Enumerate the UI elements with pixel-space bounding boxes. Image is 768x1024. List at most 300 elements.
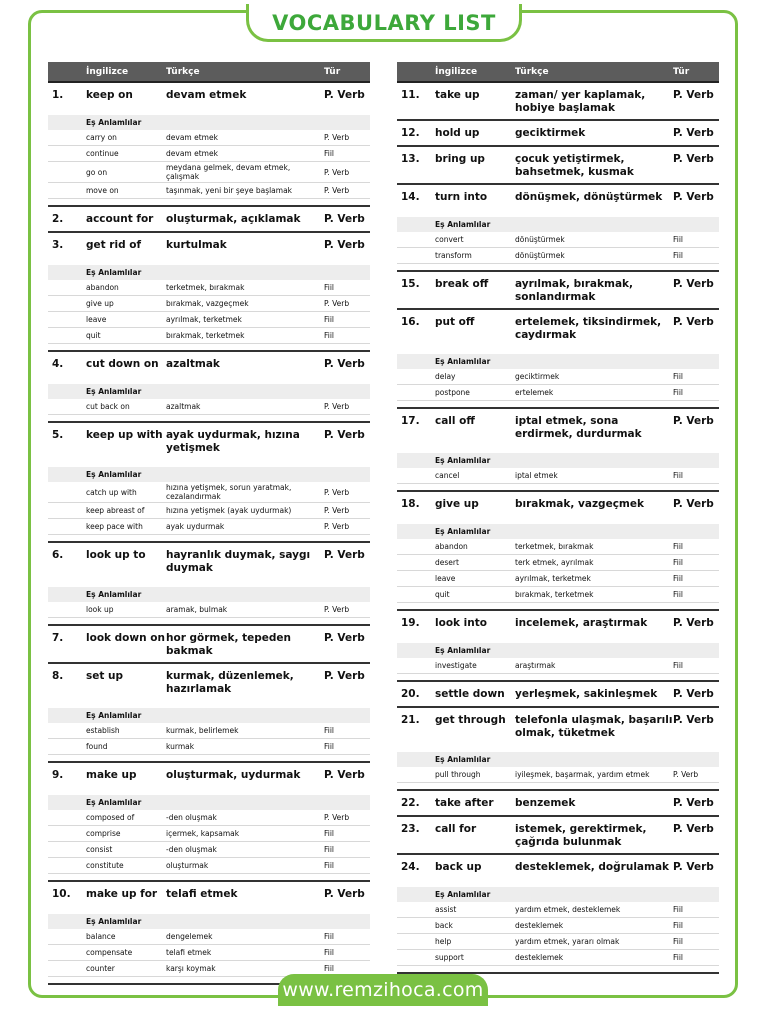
entry-type: P. Verb	[324, 213, 365, 225]
entry-number: 16.	[401, 316, 420, 328]
entry-turkish: telafi etmek	[166, 888, 238, 900]
entry-type: P. Verb	[673, 861, 714, 873]
synonym-row	[397, 950, 719, 966]
synonym-english: look up	[86, 605, 114, 614]
vocab-entry	[48, 882, 370, 908]
synonym-type: P. Verb	[324, 522, 350, 531]
left-entries	[48, 83, 370, 985]
synonym-type: Fiil	[324, 315, 335, 324]
synonym-row	[48, 826, 370, 842]
entry-turkish: istemek, gerektirmek, çağrıda bulunmak	[515, 823, 647, 848]
synonym-row	[397, 248, 719, 264]
synonym-english: investigate	[435, 661, 477, 670]
entry-number: 21.	[401, 714, 420, 726]
synonym-type: P. Verb	[324, 506, 350, 515]
entry-turkish: hayranlık duymak, saygı duymak	[166, 549, 311, 574]
gap	[397, 966, 719, 974]
synonym-turkish: iptal etmek	[515, 471, 558, 480]
synonym-row	[397, 902, 719, 918]
entry-english: get rid of	[86, 239, 142, 251]
synonym-row	[397, 369, 719, 385]
entry-type: P. Verb	[673, 797, 714, 809]
synonym-turkish: yardım etmek, desteklemek	[515, 905, 621, 914]
synonyms-header: Eş Anlamlılar	[48, 914, 370, 929]
entry-turkish: ertelemek, tiksindirmek, caydırmak	[515, 316, 662, 341]
vocab-entry	[48, 233, 370, 259]
synonym-turkish: hızına yetişmek, sorun yaratmak, cezalandırmak	[166, 483, 292, 501]
entry-english: look up to	[86, 549, 146, 561]
entry-type: P. Verb	[673, 127, 714, 139]
right-column	[397, 62, 719, 974]
synonym-type: Fiil	[673, 937, 684, 946]
entry-english: bring up	[435, 153, 485, 165]
entry-turkish: çocuk yetiştirmek, bahsetmek, kusmak	[515, 153, 634, 178]
entry-type: P. Verb	[324, 769, 365, 781]
synonym-turkish: ayak uydurmak	[166, 522, 225, 531]
header-turkish: Türkçe	[515, 66, 549, 77]
entry-turkish: zaman/ yer kaplamak, hobiye başlamak	[515, 89, 646, 114]
synonym-english: postpone	[435, 388, 470, 397]
synonym-row	[48, 858, 370, 874]
synonyms-header: Eş Anlamlılar	[48, 384, 370, 399]
synonym-row	[48, 842, 370, 858]
entry-turkish: hor görmek, tepeden bakmak	[166, 632, 292, 657]
synonym-type: Fiil	[324, 964, 335, 973]
entry-turkish: desteklemek, doğrulamak	[515, 861, 670, 873]
synonym-turkish: telafi etmek	[166, 948, 212, 957]
synonyms-header: Eş Anlamlılar	[397, 887, 719, 902]
entry-type: P. Verb	[324, 358, 365, 370]
vocab-entry	[48, 543, 370, 581]
synonym-english: keep pace with	[86, 522, 143, 531]
synonym-turkish: bırakmak, vazgeçmek	[166, 299, 249, 308]
synonyms-header: Eş Anlamlılar	[397, 752, 719, 767]
entry-number: 11.	[401, 89, 420, 101]
synonym-english: keep abreast of	[86, 506, 145, 515]
synonym-type: Fiil	[673, 574, 684, 583]
synonym-row	[48, 503, 370, 519]
entry-turkish: ayak uydurmak, hızına yetişmek	[166, 429, 300, 454]
entry-type: P. Verb	[673, 823, 714, 835]
gap	[397, 783, 719, 791]
entry-english: call off	[435, 415, 475, 427]
header-turkish: Türkçe	[166, 66, 200, 77]
synonym-type: Fiil	[673, 235, 684, 244]
entry-english: look into	[435, 617, 487, 629]
right-entries	[397, 83, 719, 974]
synonyms-header: Eş Anlamlılar	[48, 708, 370, 723]
synonym-english: quit	[86, 331, 101, 340]
entry-turkish: dönüşmek, dönüştürmek	[515, 191, 663, 203]
entry-number: 13.	[401, 153, 420, 165]
synonym-type: Fiil	[673, 372, 684, 381]
entry-number: 2.	[52, 213, 64, 225]
entry-turkish: iptal etmek, sona erdirmek, durdurmak	[515, 415, 642, 440]
synonym-type: P. Verb	[324, 167, 350, 177]
synonym-row	[48, 312, 370, 328]
entry-english: account for	[86, 213, 154, 225]
synonym-row	[48, 146, 370, 162]
entry-english: make up for	[86, 888, 158, 900]
vocab-entry	[397, 708, 719, 746]
entry-english: look down on	[86, 632, 165, 644]
entry-number: 9.	[52, 769, 64, 781]
header-type: Tür	[324, 66, 341, 77]
synonym-turkish: terk etmek, ayrılmak	[515, 558, 594, 567]
synonym-turkish: devam etmek	[166, 149, 218, 158]
entry-english: call for	[435, 823, 477, 835]
entry-type: P. Verb	[324, 429, 365, 441]
synonym-type: Fiil	[324, 948, 335, 957]
synonym-turkish: kurmak	[166, 742, 195, 751]
synonym-type: Fiil	[673, 921, 684, 930]
entry-english: cut down on	[86, 358, 159, 370]
entry-type: P. Verb	[673, 89, 714, 101]
entry-number: 8.	[52, 670, 64, 682]
title-tab	[246, 4, 522, 42]
synonym-type: Fiil	[324, 932, 335, 941]
vocab-entry	[48, 352, 370, 378]
entry-number: 20.	[401, 688, 420, 700]
gap	[397, 603, 719, 611]
synonym-type: Fiil	[673, 388, 684, 397]
synonym-turkish: azaltmak	[166, 402, 201, 411]
synonym-english: abandon	[86, 283, 119, 292]
entry-english: settle down	[435, 688, 505, 700]
synonym-english: continue	[86, 149, 119, 158]
synonym-english: carry on	[86, 133, 117, 142]
synonym-english: help	[435, 937, 452, 946]
synonym-type: Fiil	[673, 905, 684, 914]
vocab-entry	[397, 855, 719, 881]
synonyms-header: Eş Anlamlılar	[397, 217, 719, 232]
entry-number: 22.	[401, 797, 420, 809]
synonym-turkish: bırakmak, terketmek	[166, 331, 245, 340]
header-english: İngilizce	[435, 66, 478, 77]
entry-number: 7.	[52, 632, 64, 644]
synonym-type: Fiil	[673, 953, 684, 962]
synonym-english: counter	[86, 964, 115, 973]
synonym-turkish: desteklemek	[515, 953, 564, 962]
synonym-type: Fiil	[673, 558, 684, 567]
synonym-type: Fiil	[324, 331, 335, 340]
entry-type: P. Verb	[673, 498, 714, 510]
synonym-turkish: iyileşmek, başarmak, yardım etmek	[515, 770, 650, 779]
entry-type: P. Verb	[673, 714, 714, 726]
entry-type: P. Verb	[324, 239, 365, 251]
entry-turkish: azaltmak	[166, 358, 220, 370]
synonym-turkish: ayrılmak, terketmek	[515, 574, 591, 583]
entry-number: 10.	[52, 888, 71, 900]
synonym-turkish: dönüştürmek	[515, 235, 565, 244]
synonym-row	[48, 162, 370, 183]
synonym-row	[397, 658, 719, 674]
synonym-type: P. Verb	[324, 487, 350, 497]
synonym-row	[397, 934, 719, 950]
entry-turkish: geciktirmek	[515, 127, 586, 139]
synonym-english: delay	[435, 372, 456, 381]
entry-number: 1.	[52, 89, 64, 101]
synonym-type: Fiil	[324, 283, 335, 292]
synonym-english: found	[86, 742, 108, 751]
entry-english: take after	[435, 797, 494, 809]
synonym-type: Fiil	[673, 590, 684, 599]
gap	[48, 199, 370, 207]
entry-type: P. Verb	[673, 278, 714, 290]
synonym-row	[397, 385, 719, 401]
vocab-entry	[397, 682, 719, 708]
entry-turkish: yerleşmek, sakinleşmek	[515, 688, 658, 700]
entry-type: P. Verb	[673, 316, 714, 328]
entry-turkish: telefonla ulaşmak, başarılı olmak, tüketmek	[515, 714, 673, 739]
entry-number: 24.	[401, 861, 420, 873]
vocab-entry	[397, 492, 719, 518]
gap	[397, 484, 719, 492]
synonym-type: Fiil	[673, 251, 684, 260]
synonym-row	[48, 723, 370, 739]
synonym-type: Fiil	[324, 861, 335, 870]
entry-turkish: oluşturmak, uydurmak	[166, 769, 301, 781]
vocab-entry	[48, 626, 370, 664]
synonym-type: Fiil	[673, 471, 684, 480]
synonym-turkish: bırakmak, terketmek	[515, 590, 594, 599]
synonyms-header: Eş Anlamlılar	[48, 795, 370, 810]
synonym-english: convert	[435, 235, 464, 244]
entry-number: 4.	[52, 358, 64, 370]
vocab-entry	[48, 83, 370, 109]
entry-type: P. Verb	[673, 617, 714, 629]
synonym-turkish: desteklemek	[515, 921, 564, 930]
synonym-turkish: ertelemek	[515, 388, 554, 397]
synonym-english: composed of	[86, 813, 135, 822]
vocab-entry	[397, 817, 719, 855]
synonym-type: Fiil	[673, 542, 684, 551]
synonym-turkish: taşınmak, yeni bir şeye başlamak	[166, 186, 293, 195]
synonym-turkish: geciktirmek	[515, 372, 560, 381]
entry-english: put off	[435, 316, 475, 328]
entry-number: 18.	[401, 498, 420, 510]
entry-number: 14.	[401, 191, 420, 203]
entry-english: make up	[86, 769, 137, 781]
vocab-entry	[397, 611, 719, 637]
synonym-turkish: meydana gelmek, devam etmek, çalışmak	[166, 163, 291, 181]
page-title: VOCABULARY LIST	[272, 11, 496, 35]
synonym-turkish: dönüştürmek	[515, 251, 565, 260]
synonym-row	[48, 328, 370, 344]
entry-turkish: benzemek	[515, 797, 576, 809]
synonyms-header: Eş Anlamlılar	[397, 524, 719, 539]
entry-english: hold up	[435, 127, 480, 139]
header-english: İngilizce	[86, 66, 129, 77]
synonym-english: pull through	[435, 770, 481, 779]
entry-english: keep up with	[86, 429, 163, 441]
entry-number: 17.	[401, 415, 420, 427]
entry-turkish: devam etmek	[166, 89, 247, 101]
synonym-type: Fiil	[324, 149, 335, 158]
synonym-english: cut back on	[86, 402, 130, 411]
entry-turkish: ayrılmak, bırakmak, sonlandırmak	[515, 278, 633, 303]
entry-type: P. Verb	[324, 89, 365, 101]
synonym-english: catch up with	[86, 487, 137, 497]
entry-number: 12.	[401, 127, 420, 139]
entry-english: back up	[435, 861, 482, 873]
entry-english: keep on	[86, 89, 133, 101]
gap	[397, 401, 719, 409]
synonym-turkish: devam etmek	[166, 133, 218, 142]
synonyms-header: Eş Anlamlılar	[48, 265, 370, 280]
vocab-entry	[397, 791, 719, 817]
entry-english: set up	[86, 670, 124, 682]
entry-number: 3.	[52, 239, 64, 251]
entry-english: take up	[435, 89, 480, 101]
synonyms-header: Eş Anlamlılar	[48, 115, 370, 130]
synonym-row	[48, 280, 370, 296]
synonym-type: P. Verb	[324, 605, 350, 614]
entry-english: give up	[435, 498, 479, 510]
website-link[interactable]: www.remzihoca.com	[282, 979, 484, 1001]
synonym-type: P. Verb	[324, 133, 350, 142]
synonym-row	[397, 918, 719, 934]
synonym-english: leave	[435, 574, 456, 583]
synonym-row	[48, 945, 370, 961]
synonym-english: transform	[435, 251, 472, 260]
vocab-entry	[397, 83, 719, 121]
entry-turkish: bırakmak, vazgeçmek	[515, 498, 644, 510]
vocab-entry	[397, 185, 719, 211]
synonyms-header: Eş Anlamlılar	[48, 467, 370, 482]
synonym-turkish: terketmek, bırakmak	[515, 542, 594, 551]
synonyms-header: Eş Anlamlılar	[397, 643, 719, 658]
entry-type: P. Verb	[324, 632, 365, 644]
synonym-row	[397, 539, 719, 555]
synonym-english: compensate	[86, 948, 133, 957]
entry-type: P. Verb	[673, 153, 714, 165]
entry-english: turn into	[435, 191, 488, 203]
synonym-turkish: dengelemek	[166, 932, 213, 941]
vocab-entry	[397, 409, 719, 447]
synonym-type: P. Verb	[324, 186, 350, 195]
synonym-row	[48, 482, 370, 503]
synonym-row	[48, 739, 370, 755]
vocab-entry	[48, 664, 370, 702]
header-type: Tür	[673, 66, 690, 77]
entry-type: P. Verb	[673, 688, 714, 700]
synonym-english: establish	[86, 726, 120, 735]
synonym-english: consist	[86, 845, 113, 854]
gap	[397, 264, 719, 272]
table-header	[397, 62, 719, 83]
gap	[48, 415, 370, 423]
vocab-entry	[48, 763, 370, 789]
synonym-type: Fiil	[324, 742, 335, 751]
synonym-row	[397, 555, 719, 571]
synonym-row	[397, 232, 719, 248]
entry-type: P. Verb	[324, 549, 365, 561]
vocab-entry	[397, 121, 719, 147]
entry-type: P. Verb	[324, 670, 365, 682]
synonym-turkish: -den oluşmak	[166, 845, 217, 854]
synonym-type: Fiil	[673, 661, 684, 670]
synonym-turkish: terketmek, bırakmak	[166, 283, 245, 292]
synonym-row	[48, 929, 370, 945]
synonym-row	[48, 296, 370, 312]
entry-number: 15.	[401, 278, 420, 290]
entry-type: P. Verb	[673, 415, 714, 427]
footer-tab	[278, 974, 488, 1006]
entry-number: 19.	[401, 617, 420, 629]
synonym-row	[397, 587, 719, 603]
synonym-english: quit	[435, 590, 450, 599]
table-header	[48, 62, 370, 83]
vocab-entry	[397, 310, 719, 348]
entry-type: P. Verb	[324, 888, 365, 900]
entry-turkish: kurtulmak	[166, 239, 227, 251]
synonym-english: assist	[435, 905, 457, 914]
synonym-english: leave	[86, 315, 107, 324]
vocab-entry	[397, 272, 719, 310]
synonym-row	[48, 519, 370, 535]
synonym-turkish: araştırmak	[515, 661, 556, 670]
vocab-entry	[48, 207, 370, 233]
synonym-turkish: karşı koymak	[166, 964, 216, 973]
synonym-row	[397, 767, 719, 783]
synonym-english: back	[435, 921, 453, 930]
synonym-turkish: kurmak, belirlemek	[166, 726, 239, 735]
synonym-english: move on	[86, 186, 119, 195]
synonym-type: P. Verb	[324, 299, 350, 308]
gap	[397, 674, 719, 682]
synonym-row	[48, 130, 370, 146]
synonym-turkish: hızına yetişmek (ayak uydurmak)	[166, 506, 292, 515]
vocab-entry	[397, 147, 719, 185]
synonym-turkish: içermek, kapsamak	[166, 829, 240, 838]
entry-type: P. Verb	[673, 191, 714, 203]
synonym-row	[397, 468, 719, 484]
synonym-row	[48, 399, 370, 415]
synonym-row	[48, 602, 370, 618]
synonyms-header: Eş Anlamlılar	[48, 587, 370, 602]
synonyms-header: Eş Anlamlılar	[397, 354, 719, 369]
synonym-type: Fiil	[324, 726, 335, 735]
entry-number: 6.	[52, 549, 64, 561]
synonym-type: P. Verb	[324, 813, 350, 822]
synonym-english: balance	[86, 932, 116, 941]
synonym-row	[397, 571, 719, 587]
entry-english: get through	[435, 714, 506, 726]
synonym-english: go on	[86, 167, 108, 177]
entry-english: break off	[435, 278, 489, 290]
synonym-type: P. Verb	[673, 770, 699, 779]
left-column	[48, 62, 370, 985]
synonym-row	[48, 810, 370, 826]
synonym-turkish: oluşturmak	[166, 861, 209, 870]
synonym-type: Fiil	[324, 829, 335, 838]
synonym-row	[48, 183, 370, 199]
entry-turkish: kurmak, düzenlemek, hazırlamak	[166, 670, 294, 695]
synonym-english: support	[435, 953, 464, 962]
gap	[48, 755, 370, 763]
vocab-entry	[48, 423, 370, 461]
synonym-english: desert	[435, 558, 459, 567]
gap	[48, 344, 370, 352]
synonym-turkish: ayrılmak, terketmek	[166, 315, 242, 324]
gap	[48, 874, 370, 882]
synonym-english: abandon	[435, 542, 468, 551]
synonym-english: cancel	[435, 471, 460, 480]
synonym-turkish: aramak, bulmak	[166, 605, 228, 614]
entry-turkish: incelemek, araştırmak	[515, 617, 648, 629]
synonym-english: constitute	[86, 861, 124, 870]
